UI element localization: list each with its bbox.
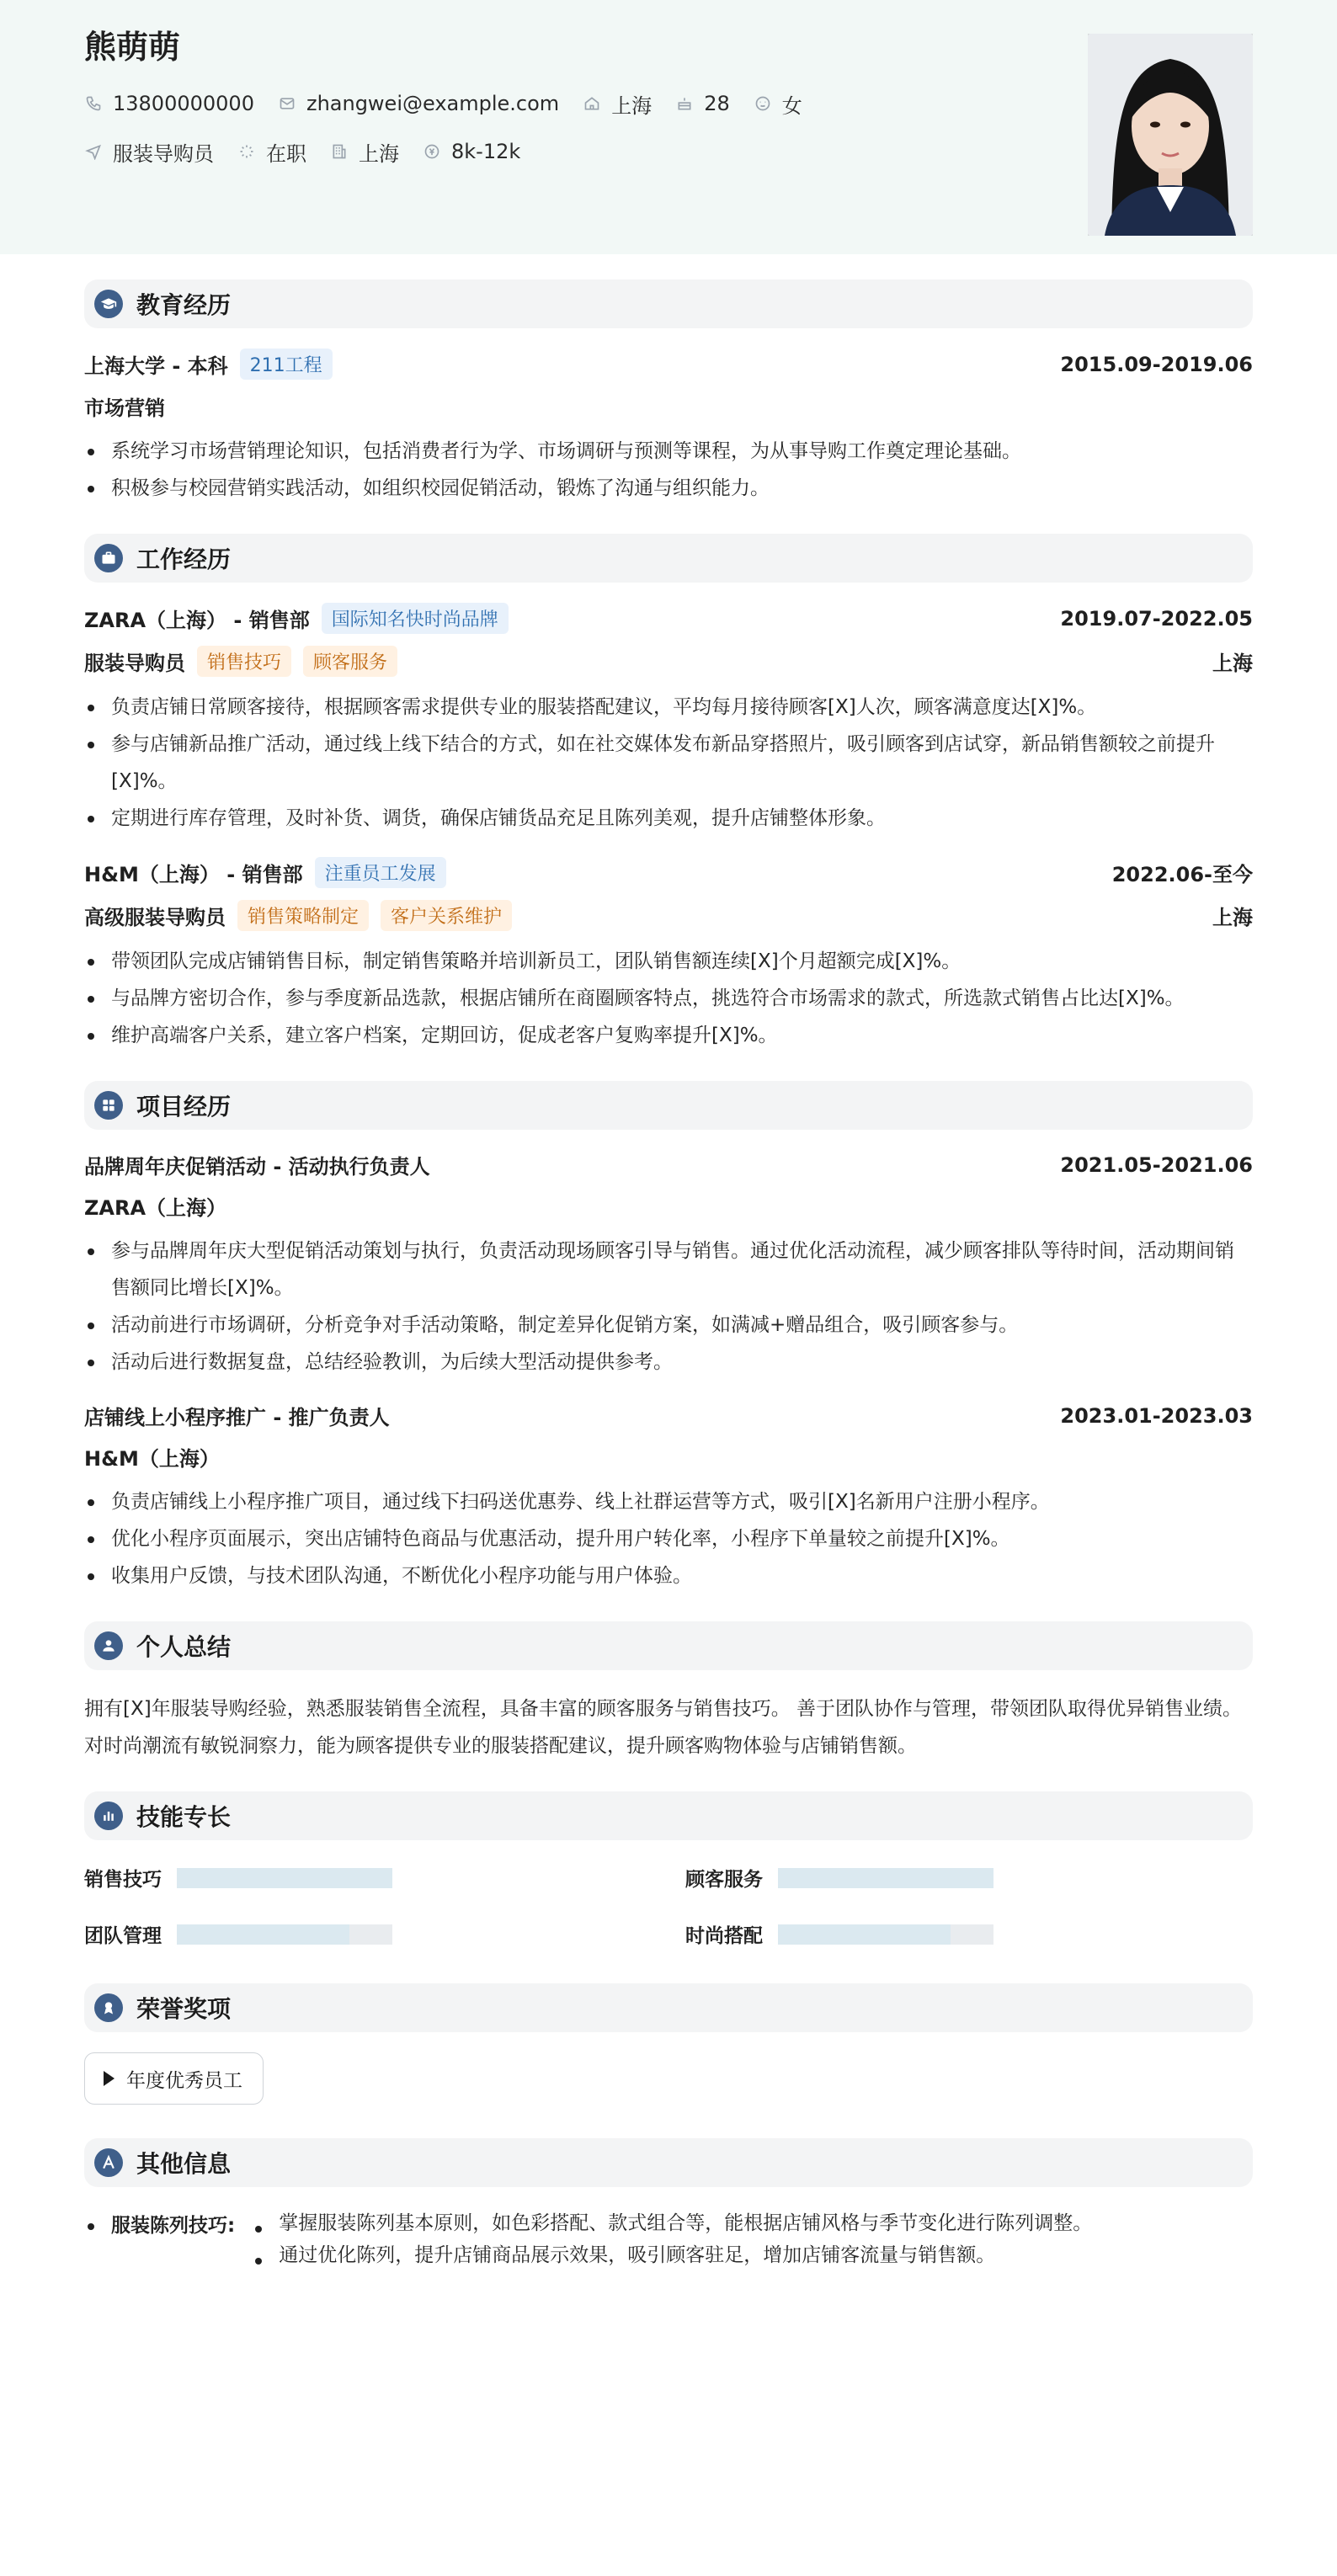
skill-item	[685, 1864, 1253, 1892]
education-section	[84, 279, 1253, 507]
cake-icon	[675, 94, 694, 113]
target-city	[330, 137, 399, 167]
role-tag: 客户关系维护	[381, 900, 512, 931]
project-bullets	[84, 1232, 1253, 1381]
bar-chart-icon	[94, 1802, 123, 1830]
email-text: zhangwei@example.com	[306, 92, 560, 116]
work-entry	[84, 603, 1253, 837]
summary-text: 拥有[X]年服装导购经验，熟悉服装销售全流程，具备丰富的顾客服务与销售技巧。 善于团队协作与管理，带领团队取得优异销售业绩。 对时尚潮流有敏锐洞察力，能为顾客提供专业的服装搭配建议，提升顾客购物体验与店铺销售额。	[84, 1698, 1243, 1757]
list-item: 带领团队完成店铺销售目标，制定销售策略并培训新员工，团队销售额连续[X]个月超额完成[X]%。	[84, 943, 1253, 980]
other-list	[84, 2207, 1253, 2271]
project-bullets	[84, 1483, 1253, 1594]
list-item: 积极参与校园营销实践活动，如组织校园促销活动，锻炼了沟通与组织能力。	[84, 470, 1253, 507]
gender	[754, 89, 802, 119]
candidate-name: 熊萌萌	[84, 29, 181, 66]
skill-bar	[177, 1924, 392, 1945]
summary-section	[84, 1621, 1253, 1764]
list-item: 掌握服装陈列基本原则，如色彩搭配、款式组合等，能根据店铺风格与季节变化进行陈列调整。	[252, 2207, 1253, 2239]
work-section	[84, 534, 1253, 1054]
list-item: 参与品牌周年庆大型促销活动策划与执行，负责活动现场顾客引导与销售。通过优化活动流程，减少顾客排队等待时间，活动期间销售额同比增长[X]%。	[84, 1232, 1253, 1307]
list-item: 维护高端客户关系，建立客户档案，定期回访，促成老客户复购率提升[X]%。	[84, 1017, 1253, 1054]
skill-item	[84, 1864, 652, 1892]
award-name: 年度优秀员工	[126, 2069, 242, 2092]
city	[583, 89, 652, 119]
skill-bar	[778, 1924, 993, 1945]
avatar	[1088, 34, 1253, 236]
salary	[423, 140, 520, 163]
list-item: 负责店铺线上小程序推广项目，通过线下扫码送优惠券、线上社群运营等方式，吸引[X]名新用户注册小程序。	[84, 1483, 1253, 1520]
job-row	[84, 137, 1253, 167]
position-text: 服装导购员	[113, 141, 214, 166]
coin-icon	[423, 142, 441, 161]
portrait-image	[1088, 34, 1253, 236]
graduation-cap-icon	[94, 290, 123, 318]
awards-title: 荣誉奖项	[136, 1995, 232, 2023]
summary-section-header	[84, 1621, 1253, 1670]
skill-bar-fill	[778, 1924, 951, 1945]
projects-section-header	[84, 1081, 1253, 1130]
resume-body	[0, 254, 1337, 2271]
other-values	[252, 2207, 1253, 2271]
skills-grid	[84, 1860, 1253, 1956]
contact-row	[84, 89, 1253, 119]
work-section-header	[84, 534, 1253, 583]
list-item: 活动后进行数据复盘，总结经验教训，为后续大型活动提供参考。	[84, 1344, 1253, 1381]
work-location: 上海	[1212, 652, 1253, 675]
other-section-header	[84, 2138, 1253, 2187]
project-name: 品牌周年庆促销活动 - 活动执行负责人	[84, 1155, 430, 1179]
education-title: 教育经历	[136, 291, 232, 319]
send-icon	[84, 142, 103, 161]
list-item	[84, 2207, 1253, 2271]
skill-name: 销售技巧	[84, 1869, 162, 1891]
play-triangle-icon	[104, 2071, 115, 2086]
projects-section	[84, 1081, 1253, 1594]
company-tag: 国际知名快时尚品牌	[322, 603, 509, 634]
list-item: 收集用户反馈，与技术团队沟通，不断优化小程序功能与用户体验。	[84, 1557, 1253, 1594]
education-section-header	[84, 279, 1253, 328]
awards-section	[84, 1983, 1253, 2111]
status-text: 在职	[266, 141, 306, 166]
project-name: 店铺线上小程序推广 - 推广负责人	[84, 1406, 390, 1429]
role-tag: 销售技巧	[197, 646, 291, 677]
user-face-icon	[754, 94, 772, 113]
project-date: 2023.01-2023.03	[1060, 1403, 1253, 1428]
work-bullets	[84, 689, 1253, 837]
gender-text: 女	[781, 93, 802, 118]
work-bullets	[84, 943, 1253, 1054]
phone-text: 13800000000	[113, 92, 254, 116]
role-tag: 顾客服务	[303, 646, 397, 677]
loader-icon	[237, 142, 256, 161]
email	[278, 92, 559, 115]
phone	[84, 92, 254, 115]
letter-a-icon	[94, 2148, 123, 2177]
role-name: 服装导购员	[84, 652, 185, 675]
project-entry	[84, 1150, 1253, 1381]
major: 市场营销	[84, 397, 165, 420]
list-item: 活动前进行市场调研，分析竞争对手活动策略，制定差异化促销方案，如满减+赠品组合，吸引顾客参与。	[84, 1307, 1253, 1344]
resume-header	[0, 0, 1337, 254]
school-name: 上海大学 - 本科	[84, 354, 228, 378]
list-item: 负责店铺日常顾客接待，根据顾客需求提供专业的服装搭配建议，平均每月接待顾客[X]人次，顾客满意度达[X]%。	[84, 689, 1253, 726]
status	[237, 137, 306, 167]
awards-section-header	[84, 1983, 1253, 2032]
company-name: H&M（上海） - 销售部	[84, 863, 303, 886]
award-icon	[94, 1993, 123, 2022]
role-name: 高级服装导购员	[84, 906, 226, 929]
school-tag: 211工程	[240, 349, 333, 380]
skills-section-header	[84, 1791, 1253, 1840]
mail-icon	[278, 94, 296, 113]
skill-bar-fill	[778, 1868, 993, 1888]
building-icon	[330, 142, 349, 161]
skill-bar-fill	[177, 1868, 392, 1888]
skill-bar	[177, 1868, 392, 1888]
briefcase-icon	[94, 544, 123, 572]
position	[84, 137, 214, 167]
age	[675, 92, 730, 115]
work-date: 2019.07-2022.05	[1060, 606, 1253, 631]
salary-text: 8k-12k	[451, 140, 521, 164]
project-date: 2021.05-2021.06	[1060, 1152, 1253, 1177]
work-location: 上海	[1212, 906, 1253, 929]
skill-name: 时尚搭配	[685, 1925, 763, 1947]
home-icon	[583, 94, 601, 113]
grid-icon	[94, 1091, 123, 1120]
user-icon	[94, 1631, 123, 1660]
list-item: 参与店铺新品推广活动，通过线上线下结合的方式，如在社交媒体发布新品穿搭照片，吸引顾客到店试穿，新品销售额较之前提升[X]%。	[84, 726, 1253, 800]
project-org: ZARA（上海）	[84, 1196, 227, 1220]
summary-title: 个人总结	[136, 1633, 232, 1661]
work-title: 工作经历	[136, 546, 232, 573]
list-item: 系统学习市场营销理论知识，包括消费者行为学、市场调研与预测等课程，为从事导购工作奠定理论基础。	[84, 433, 1253, 470]
projects-title: 项目经历	[136, 1093, 232, 1120]
company-name: ZARA（上海） - 销售部	[84, 609, 310, 632]
skill-item	[685, 1920, 1253, 1948]
education-bullets	[84, 433, 1253, 507]
project-org: H&M（上海）	[84, 1447, 220, 1471]
list-item: 优化小程序页面展示，突出店铺特色商品与优惠活动，提升用户转化率，小程序下单量较之前提升[X]%。	[84, 1520, 1253, 1557]
skill-name: 顾客服务	[685, 1869, 763, 1891]
role-tag: 销售策略制定	[237, 900, 369, 931]
age-text: 28	[704, 92, 730, 116]
other-key: 服装陈列技巧:	[84, 2207, 235, 2244]
education-date: 2015.09-2019.06	[1060, 352, 1253, 376]
list-item: 通过优化陈列，提升店铺商品展示效果，吸引顾客驻足，增加店铺客流量与销售额。	[252, 2239, 1253, 2271]
work-date: 2022.06-至今	[1111, 863, 1253, 886]
project-entry	[84, 1401, 1253, 1594]
work-entry	[84, 857, 1253, 1054]
phone-icon	[84, 94, 103, 113]
skill-bar	[778, 1868, 993, 1888]
other-title: 其他信息	[136, 2150, 232, 2178]
list-item: 定期进行库存管理，及时补货、调货，确保店铺货品充足且陈列美观，提升店铺整体形象。	[84, 800, 1253, 837]
skill-item	[84, 1920, 652, 1948]
target-city-text: 上海	[359, 141, 399, 166]
company-tag: 注重员工发展	[315, 857, 446, 888]
award-item	[84, 2052, 264, 2105]
list-item: 与品牌方密切合作，参与季度新品选款，根据店铺所在商圈顾客特点，挑选符合市场需求的款式，所选款式销售占比达[X]%。	[84, 980, 1253, 1017]
skill-bar-fill	[177, 1924, 349, 1945]
education-entry	[84, 349, 1253, 507]
skills-title: 技能专长	[136, 1803, 232, 1831]
city-text: 上海	[611, 93, 653, 118]
skills-section	[84, 1791, 1253, 1956]
other-section	[84, 2138, 1253, 2271]
skill-name: 团队管理	[84, 1925, 162, 1947]
